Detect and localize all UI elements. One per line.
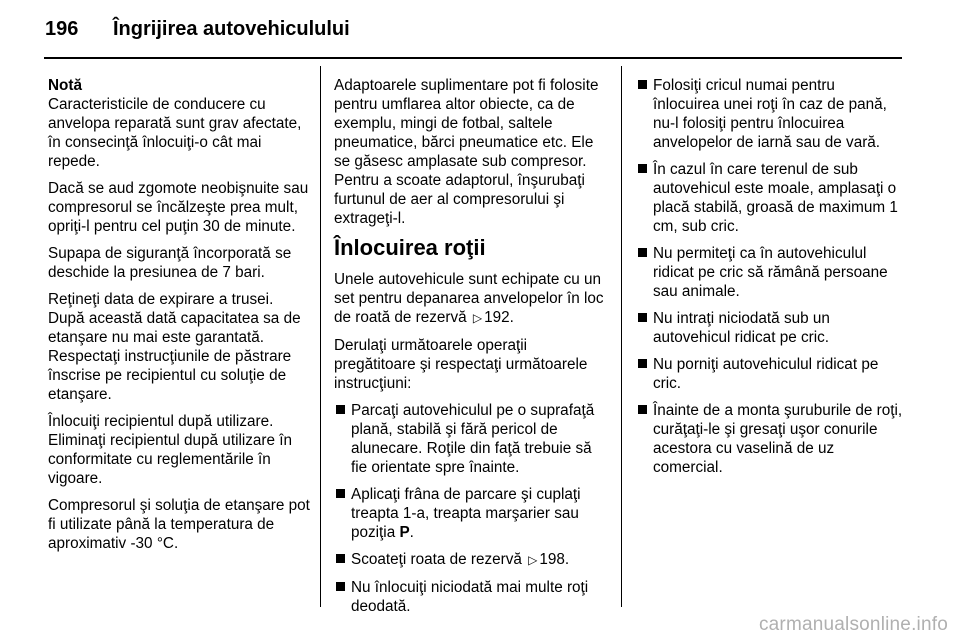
note-text: Caracteristicile de conducere cu anvelopa reparată sunt grav afectate, în consecinţă înlocuiţi-o cât mai repede.: [48, 96, 302, 170]
square-bullet-icon: [638, 164, 647, 173]
page-reference-arrow-icon: ▷: [528, 553, 538, 567]
page-reference-arrow-icon: ▷: [472, 311, 483, 325]
list-item: Nu intraţi niciodată sub un autovehicul ridicat pe cric.: [636, 309, 904, 347]
list-item: Parcaţi autovehiculul pe o suprafaţă plană, stabilă şi fără pericol de alunecare. Roţile din faţă trebuie să fie orientate spre înainte.: [334, 401, 604, 477]
square-bullet-icon: [336, 489, 345, 498]
paragraph: Supapa de siguranţă încorporată se deschide la presiunea de 7 bari.: [48, 245, 292, 281]
paragraph: Compresorul şi soluţia de etanşare pot fi utilizate până la temperatura de aproximativ -30 °C.: [48, 497, 310, 552]
square-bullet-icon: [638, 359, 647, 368]
square-bullet-icon: [336, 582, 345, 591]
square-bullet-icon: [638, 248, 647, 257]
square-bullet-icon: [336, 554, 345, 563]
note-title: Notă: [48, 77, 82, 94]
list-item: Folosiţi cricul numai pentru înlocuirea unei roţi în caz de pană, nu-l folosiţi pentru înlocuirea anvelopelor de iarnă sau de vară.: [636, 76, 904, 152]
column-divider: [320, 66, 321, 607]
page-header: [45, 18, 350, 41]
column-middle: [334, 76, 604, 624]
instruction-list: [334, 401, 604, 616]
paragraph: [334, 270, 604, 328]
instruction-list: [636, 76, 904, 477]
page-reference: 198.: [539, 551, 570, 568]
paragraph: Adaptoarele suplimentare pot fi folosite pentru umflarea altor obiecte, ca de exemplu, mingi de fotbal, saltele pneumatice, bărci pneumatice etc. Ele se găsesc amplasate sub compresor. Pentru a scoate adaptorul, înşurubaţi furtunul de aer al compresorului şi extrageţi-l.: [334, 77, 599, 227]
section-heading: Înlocuirea roţii: [334, 235, 486, 260]
watermark: carmanualsonline.info: [758, 614, 948, 635]
paragraph: Derulaţi următoarele operaţii pregătitoare şi respectaţi următoarele instrucţiuni:: [334, 337, 588, 392]
square-bullet-icon: [336, 405, 345, 414]
page-number: 196: [45, 18, 79, 40]
square-bullet-icon: [638, 405, 647, 414]
list-item: Nu porniţi autovehiculul ridicat pe cric.: [636, 355, 904, 393]
list-item: Scoateţi roata de rezervă ▷ 198.: [334, 550, 604, 570]
column-right: [636, 76, 904, 485]
list-item: Nu înlocuiţi niciodată mai multe roţi deodată.: [334, 578, 604, 616]
paragraph-text: Unele autovehicule sunt echipate cu un set pentru depanarea anvelopelor în loc de roată de rezervă: [334, 271, 604, 326]
header-divider: [44, 57, 902, 59]
gear-position-p: P: [399, 524, 410, 541]
list-item: Aplicaţi frâna de parcare şi cuplaţi treapta 1-a, treapta marşarier sau poziţia P.: [334, 485, 604, 542]
square-bullet-icon: [638, 313, 647, 322]
page-title: Îngrijirea autovehiculului: [113, 18, 350, 40]
list-item: Înainte de a monta şuruburile de roţi, curăţaţi-le şi gresaţi uşor conurile acestora cu vaselină de uz comercial.: [636, 401, 904, 477]
square-bullet-icon: [638, 80, 647, 89]
page-reference: 192.: [484, 309, 514, 326]
column-divider: [621, 66, 622, 607]
list-item: Nu permiteţi ca în autovehiculul ridicat pe cric să rămână persoane sau animale.: [636, 244, 904, 301]
paragraph: Dacă se aud zgomote neobişnuite sau compresorul se încălzeşte prea mult, opriţi-l pentru cel puţin 30 de minute.: [48, 180, 309, 235]
note: [48, 76, 310, 171]
list-item: În cazul în care terenul de sub autovehicul este moale, amplasaţi o placă stabilă, groasă de maximum 1 cm, sub cric.: [636, 160, 904, 236]
paragraph: Reţineţi data de expirare a trusei. După această dată capacitatea sa de etanşare nu mai este garantată. Respectaţi instrucţiunile de păstrare înscrise pe recipientul cu soluţie de etanşare.: [48, 291, 301, 403]
column-left: [48, 76, 310, 561]
paragraph: Înlocuiţi recipientul după utilizare. Eliminaţi recipientul după utilizare în conformitate cu reglementările în vigoare.: [48, 413, 293, 487]
